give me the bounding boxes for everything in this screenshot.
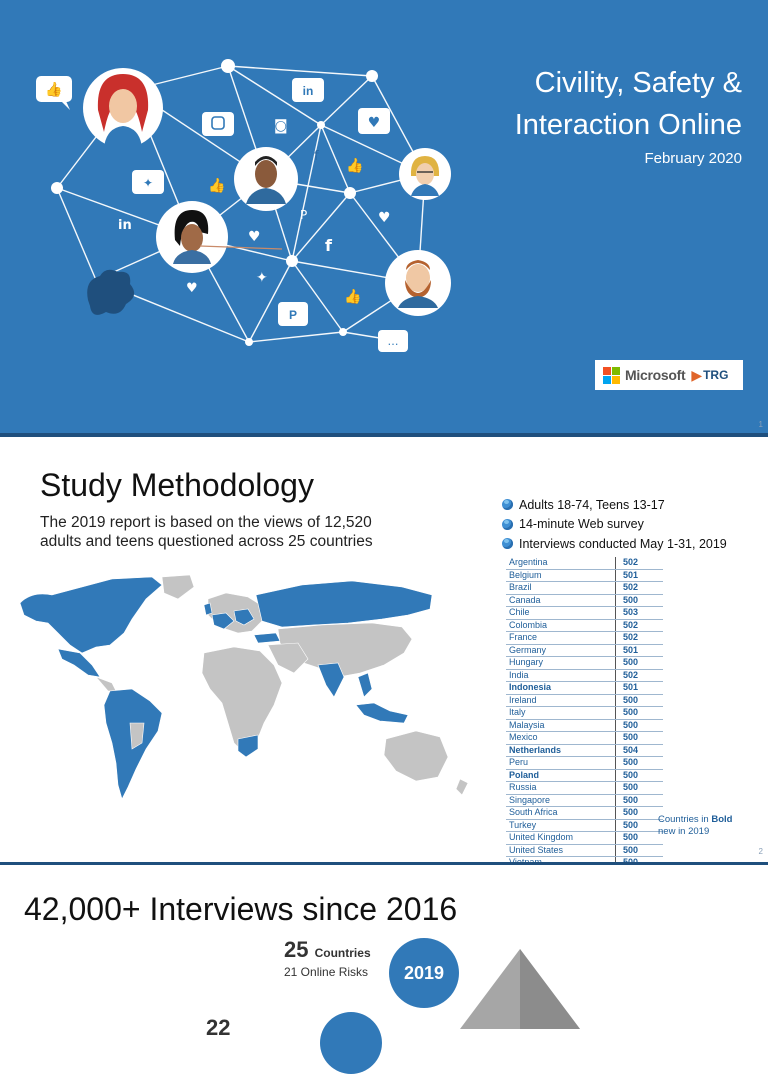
country-name: Belgium [506,569,616,582]
map-central-america [96,677,116,691]
table-row [506,607,663,620]
facebook-icon: f [314,149,319,164]
title-slide [0,0,768,433]
map-greenland [162,575,194,599]
country-name: Colombia [506,619,616,632]
globe-icon [502,519,513,530]
sample-size: 501 [616,682,664,695]
sample-size: 500 [616,694,664,707]
table-row [506,769,663,782]
methodology-slide [0,437,768,862]
year-badge: 2019 [389,938,459,1008]
table-row [506,569,663,582]
thumbs-up-icon: 👍 [346,158,364,174]
table-row [506,719,663,732]
table-row [506,644,663,657]
svg-text:P: P [288,308,298,322]
thumbs-up-icon: 👍 [344,289,362,305]
twitter-bubble-icon [132,170,164,194]
sample-size: 502 [616,669,664,682]
avatar-red-hair [83,68,163,148]
bullet-item: Interviews conducted May 1-31, 2019 [502,534,727,554]
title-block [515,62,742,167]
country-sample-table [506,557,663,870]
map-russia [256,581,432,627]
map-vietnam [358,673,372,697]
thumbs-up-bubble-icon [36,76,72,110]
heart-bubble-icon [358,108,390,134]
slide-title: Study Methodology [40,467,314,503]
instagram-icon: ◙ [274,118,288,134]
map-south-africa [238,735,258,757]
table-row [506,657,663,670]
pinterest-bubble-icon [278,302,308,326]
heart-icon: ♥ [248,229,261,245]
country-name: Poland [506,769,616,782]
country-name: Peru [506,757,616,770]
table-row [506,832,663,845]
trg-logo-icon: ▶ [691,366,703,383]
world-map [12,573,482,823]
sample-size: 500 [616,844,664,857]
avatar-dark-hair-woman [156,201,282,273]
country-name: Argentina [506,557,616,569]
countries-stat: 25 Countries [284,937,371,962]
country-name: United States [506,844,616,857]
pyramid-graphic [460,949,580,1029]
sample-size: 502 [616,619,664,632]
sample-size: 500 [616,807,664,820]
svg-text:✦: ✦ [142,176,154,190]
table-row [506,819,663,832]
sample-size: 500 [616,657,664,670]
sample-size: 503 [616,607,664,620]
country-name: India [506,669,616,682]
sponsor-logos [595,360,743,390]
table-row [506,582,663,595]
page-number: 1 [758,420,763,429]
svg-text:in: in [302,84,314,98]
linkedin-bubble-icon [292,78,324,102]
sample-size: 501 [616,569,664,582]
map-india [318,663,344,697]
sample-size: 500 [616,732,664,745]
sample-size: 504 [616,744,664,757]
avatar-red-beard-man [385,250,451,316]
table-row [506,632,663,645]
map-new-zealand [456,779,468,795]
sample-size: 502 [616,632,664,645]
microsoft-logo-icon [603,367,620,384]
avatar-bearded-man [234,147,298,211]
map-australia [384,731,448,781]
interviews-slide [0,865,768,1040]
slide-title-line1: Civility, Safety & [534,67,742,99]
bold-legend-note: Countries in Bold new in 2019 [658,814,733,837]
country-name: Chile [506,607,616,620]
table-row [506,557,663,569]
sample-size: 500 [616,782,664,795]
pinterest-icon: P [300,208,308,222]
sample-size: 500 [616,819,664,832]
globe-icon [502,538,513,549]
country-name: South Africa [506,807,616,820]
linkedin-icon: in [118,218,132,233]
country-name: Ireland [506,694,616,707]
country-name: Turkey [506,819,616,832]
slide-description: The 2019 report is based on the views of 12,520 adults and teens questioned across 25 countries [40,514,373,550]
thumbs-up-icon: 👍 [208,178,226,194]
country-name: Italy [506,707,616,720]
country-name: Brazil [506,582,616,595]
map-mexico [58,649,100,677]
country-name: United Kingdom [506,832,616,845]
instagram-bubble-icon [202,112,234,136]
map-turkey [254,633,280,643]
bullet-item: 14-minute Web survey [502,515,727,535]
heart-icon: ♥ [186,281,198,296]
country-name: Indonesia [506,682,616,695]
microsoft-logo-text: Microsoft [625,367,686,383]
table-row [506,594,663,607]
bullet-item: Adults 18-74, Teens 13-17 [502,495,727,515]
sample-size: 500 [616,594,664,607]
method-bullets [502,495,727,554]
table-row [506,807,663,820]
sample-size: 502 [616,582,664,595]
slide-date: February 2020 [644,150,742,167]
heart-icon: ♥ [378,210,391,226]
table-row [506,682,663,695]
chat-bubble-icon [378,330,408,352]
country-name: Hungary [506,657,616,670]
sample-size: 500 [616,832,664,845]
table-row [506,744,663,757]
country-name: Mexico [506,732,616,745]
table-row [506,619,663,632]
avatar-glasses-woman [399,148,451,200]
map-north-america [20,577,162,653]
twitter-icon: ✦ [256,270,268,286]
slide-title-line2: Interaction Online [514,109,742,141]
svg-text:…: … [387,335,399,348]
table-row [506,757,663,770]
sample-size: 502 [616,557,664,569]
trg-logo-text: TRG [703,368,729,382]
facebook-icon: f [325,236,332,255]
sample-size: 500 [616,719,664,732]
sample-size: 501 [616,644,664,657]
table-row [506,794,663,807]
slide-title: 42,000+ Interviews since 2016 [24,891,458,927]
table-row [506,732,663,745]
page-number: 2 [758,847,763,856]
table-row [506,844,663,857]
table-row [506,669,663,682]
country-name: Malaysia [506,719,616,732]
country-name: Russia [506,782,616,795]
country-name: Germany [506,644,616,657]
globe-icon [502,499,513,510]
svg-text:👍: 👍 [45,82,63,98]
sample-size: 500 [616,794,664,807]
map-malaysia-indonesia [356,703,408,723]
table-row [506,707,663,720]
table-row [506,782,663,795]
risks-stat: 21 Online Risks [284,965,369,979]
country-name: Netherlands [506,744,616,757]
country-name: Canada [506,594,616,607]
svg-text:♥: ♥ [367,115,381,131]
sample-size: 500 [616,707,664,720]
table-row [506,694,663,707]
year-badge-partial [320,1012,382,1074]
partial-stat: 22 [206,1015,231,1040]
sample-size: 500 [616,769,664,782]
sample-size: 500 [616,757,664,770]
country-name: France [506,632,616,645]
country-name: Singapore [506,794,616,807]
